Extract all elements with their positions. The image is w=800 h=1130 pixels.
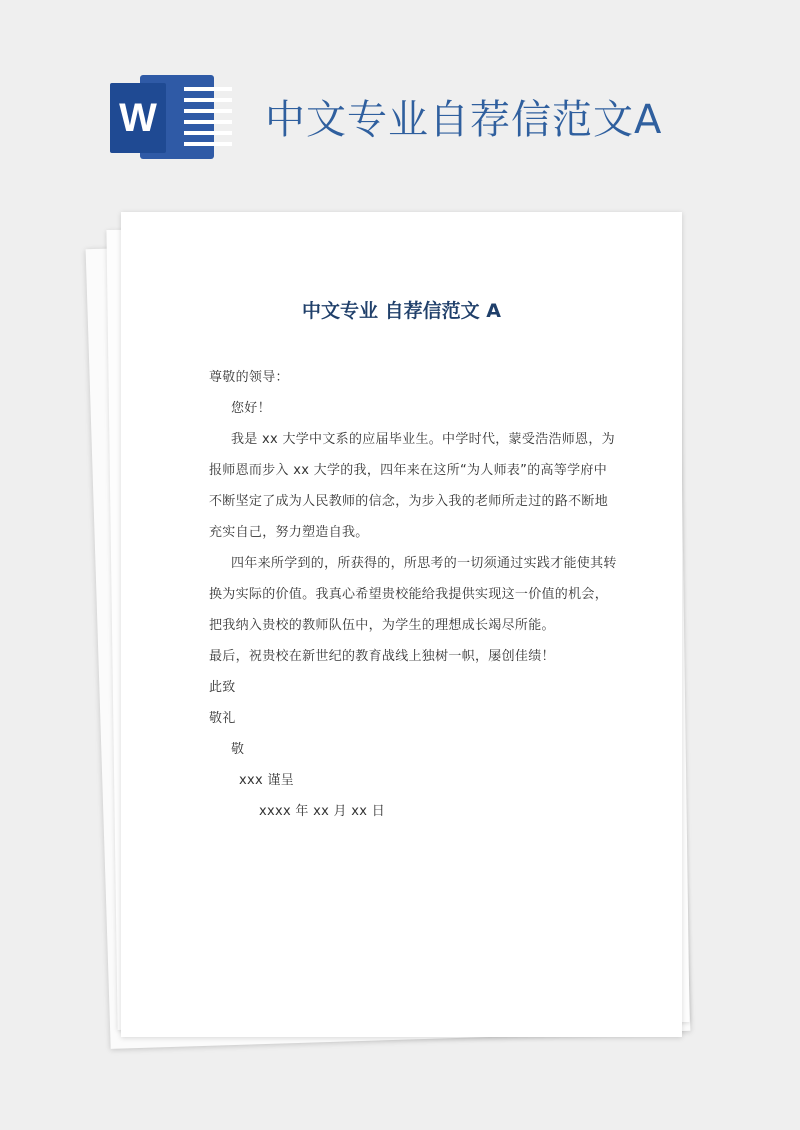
date-line: xxxx 年 xx 月 xx 日 <box>259 804 386 819</box>
word-document-icon <box>110 75 214 159</box>
greeting-line: 尊敬的领导： <box>209 370 289 385</box>
word-icon-lines <box>184 87 232 153</box>
cizhi-line: 此致 <box>209 680 236 695</box>
signature-line: xxx 谨呈 <box>239 773 295 788</box>
closing-line: 最后，祝贵校在新世纪的教育战线上独树一帜，屡创佳绩！ <box>209 649 555 664</box>
document-body <box>209 362 619 827</box>
page-title: 中文专业自荐信范文A <box>265 97 663 143</box>
hello-line: 您好！ <box>231 401 271 416</box>
paragraph-intro: 我是 xx 大学中文系的应届毕业生。中学时代，蒙受浩浩师恩，为报师恩而步入 xx 大学的我，四年来在这所“为人师表”的高等学府中不断坚定了成为人民教师的信念，为步入我的老师所走过的路不断地充实自己，努力塑造自我。 <box>209 432 615 540</box>
paragraph-request: 四年来所学到的，所获得的，所思考的一切须通过实践才能使其转换为实际的价值。我真心希望贵校能给我提供实现这一价值的机会，把我纳入贵校的教师队伍中，为学生的理想成长竭尽所能。 <box>209 556 617 633</box>
document-title: 中文专业 自荐信范文 A <box>302 300 501 322</box>
header <box>0 0 800 200</box>
jing-line: 敬 <box>231 742 245 757</box>
document-page <box>121 212 682 1037</box>
jingli-line: 敬礼 <box>209 711 236 726</box>
word-icon-letter: W <box>110 83 166 153</box>
